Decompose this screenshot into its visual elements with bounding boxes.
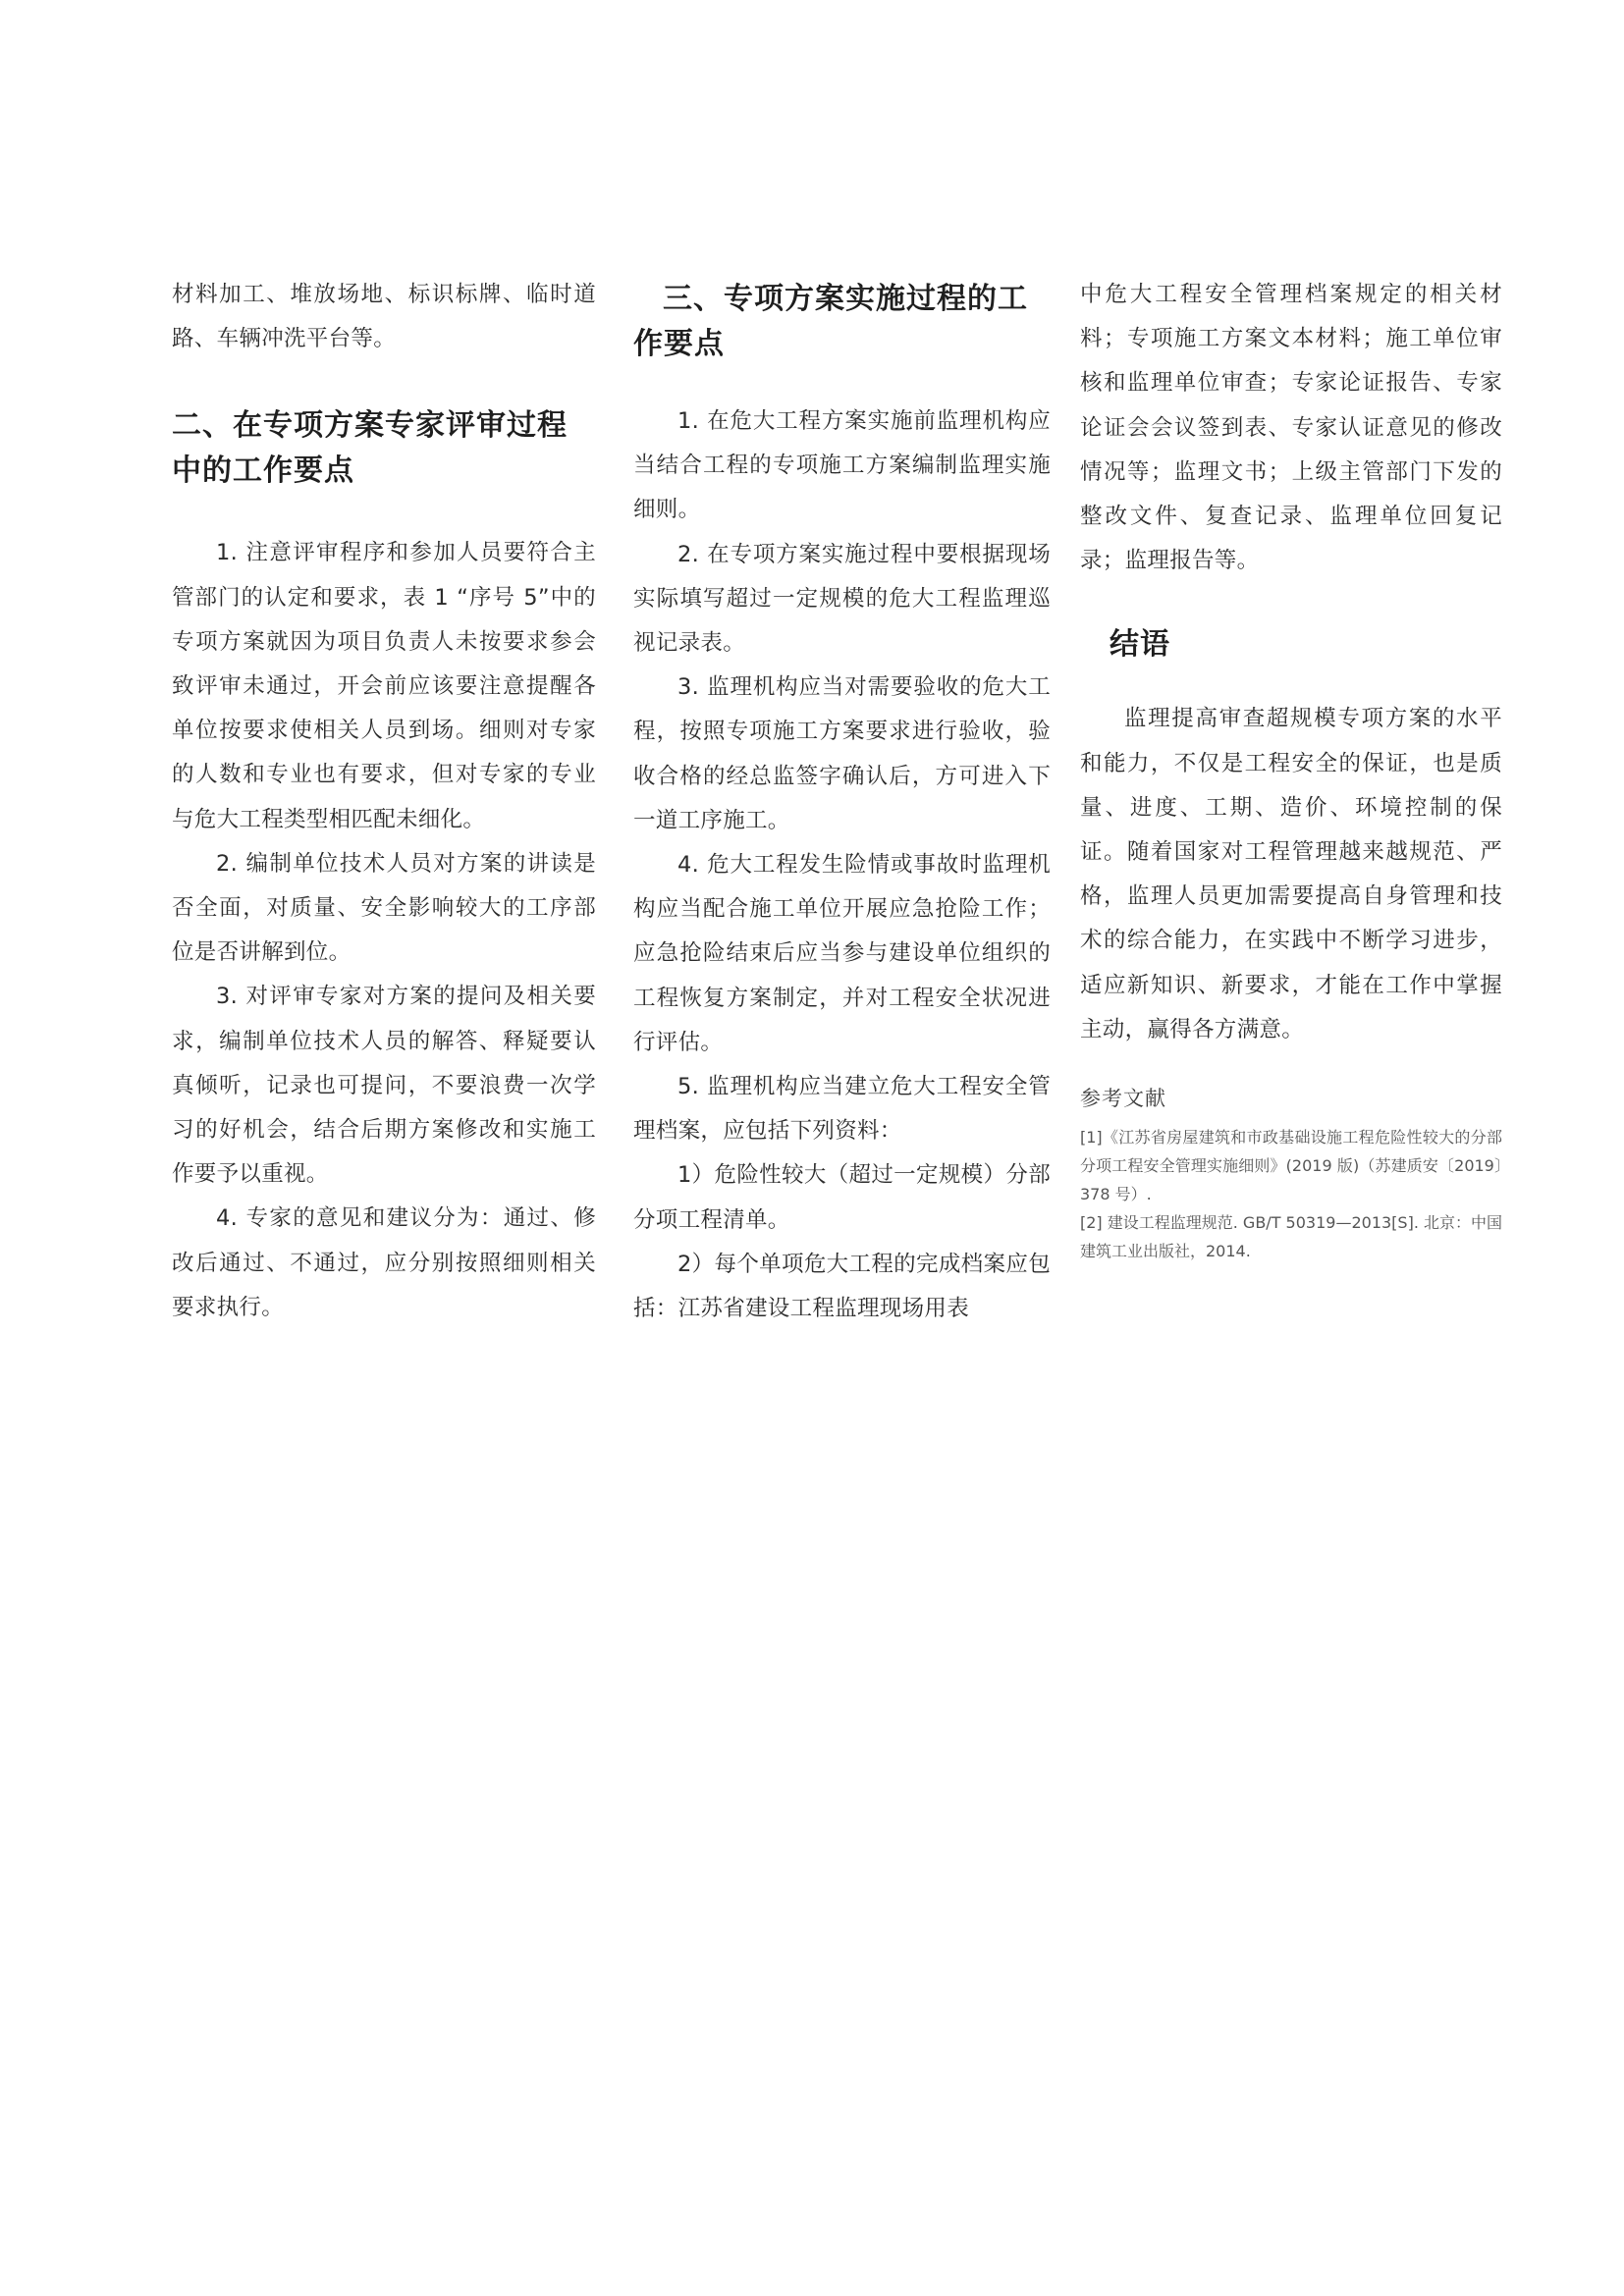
section3-heading: 三、专项方案实施过程的工作要点 [633, 282, 1028, 361]
column-right [1080, 273, 1502, 1265]
section2-item-1: 1. 注意评审程序和参加人员要符合主管部门的认定和要求，表 1 “序号 5”中的专项方案就因为项目负责人未按要求参会致评审未通过，开会前应该要注意提醒各单位按要求使相关人员到场。细则对专家的人数和专业也有要求，但对专家的专业与危大工程类型相匹配未细化。 [172, 540, 596, 832]
section2-heading: 二、在专项方案专家评审过程中的工作要点 [172, 408, 568, 489]
section3-item-3: 3. 监理机构应当对需要验收的危大工程，按照专项施工方案要求进行验收，验收合格的经总监签字确认后，方可进入下一道工序施工。 [633, 674, 1051, 833]
section3-item-5: 5. 监理机构应当建立危大工程安全管理档案，应包括下列资料： [633, 1074, 1051, 1145]
continuation-paragraph: 中危大工程安全管理档案规定的相关材料；专项施工方案文本材料；施工单位审核和监理单位审查；专家论证报告、专家论证会会议签到表、专家认证意见的修改情况等；监理文书；上级主管部门下发的整改文件、复查记录、监理单位回复记录；监理报告等。 [1080, 282, 1502, 574]
section2-item-2: 2. 编制单位技术人员对方案的讲读是否全面，对质量、安全影响较大的工序部位是否讲解到位。 [172, 850, 596, 966]
column-left [172, 273, 596, 1330]
section2-item-4: 4. 专家的意见和建议分为：通过、修改后通过、不通过，应分别按照细则相关要求执行。 [172, 1205, 596, 1320]
section2-item-3: 3. 对评审专家对方案的提问及相关要求，编制单位技术人员的解答、释疑要认真倾听，记录也可提问，不要浪费一次学习的好机会，结合后期方案修改和实施工作要予以重视。 [172, 984, 596, 1188]
section3-subitem-1: 1）危险性较大（超过一定规模）分部分项工程清单。 [633, 1162, 1051, 1233]
section3-subitem-2: 2）每个单项危大工程的完成档案应包括：江苏省建设工程监理现场用表 [633, 1251, 1051, 1322]
conclusion-heading: 结语 [1110, 627, 1170, 663]
conclusion-paragraph: 监理提高审查超规模专项方案的水平和能力，不仅是工程安全的保证，也是质量、进度、工期、造价、环境控制的保证。随着国家对工程管理越来越规范、严格，监理人员更加需要提高自身管理和技术的综合能力，在实践中不断学习进步，适应新知识、新要求，才能在工作中掌握主动，赢得各方满意。 [1080, 706, 1502, 1042]
column-middle [633, 273, 1051, 1331]
reference-1: [1]《江苏省房屋建筑和市政基础设施工程危险性较大的分部分项工程安全管理实施细则》(2019 版)（苏建质安〔2019〕378 号）. [1080, 1128, 1502, 1204]
section3-item-4: 4. 危大工程发生险情或事故时监理机构应当配合施工单位开展应急抢险工作；应急抢险结束后应当参与建设单位组织的工程恢复方案制定，并对工程安全状况进行评估。 [633, 852, 1051, 1055]
references-list [1080, 1123, 1502, 1265]
references-heading: 参考文献 [1080, 1087, 1166, 1111]
intro-paragraph: 材料加工、堆放场地、标识标牌、临时道路、车辆冲洗平台等。 [172, 282, 596, 352]
section3-item-2: 2. 在专项方案实施过程中要根据现场实际填写超过一定规模的危大工程监理巡视记录表。 [633, 541, 1051, 657]
reference-2: [2] 建设工程监理规范. GB/T 50319—2013[S]. 北京：中国建筑工业出版社，2014. [1080, 1213, 1502, 1261]
section3-item-1: 1. 在危大工程方案实施前监理机构应当结合工程的专项施工方案编制监理实施细则。 [633, 408, 1051, 523]
